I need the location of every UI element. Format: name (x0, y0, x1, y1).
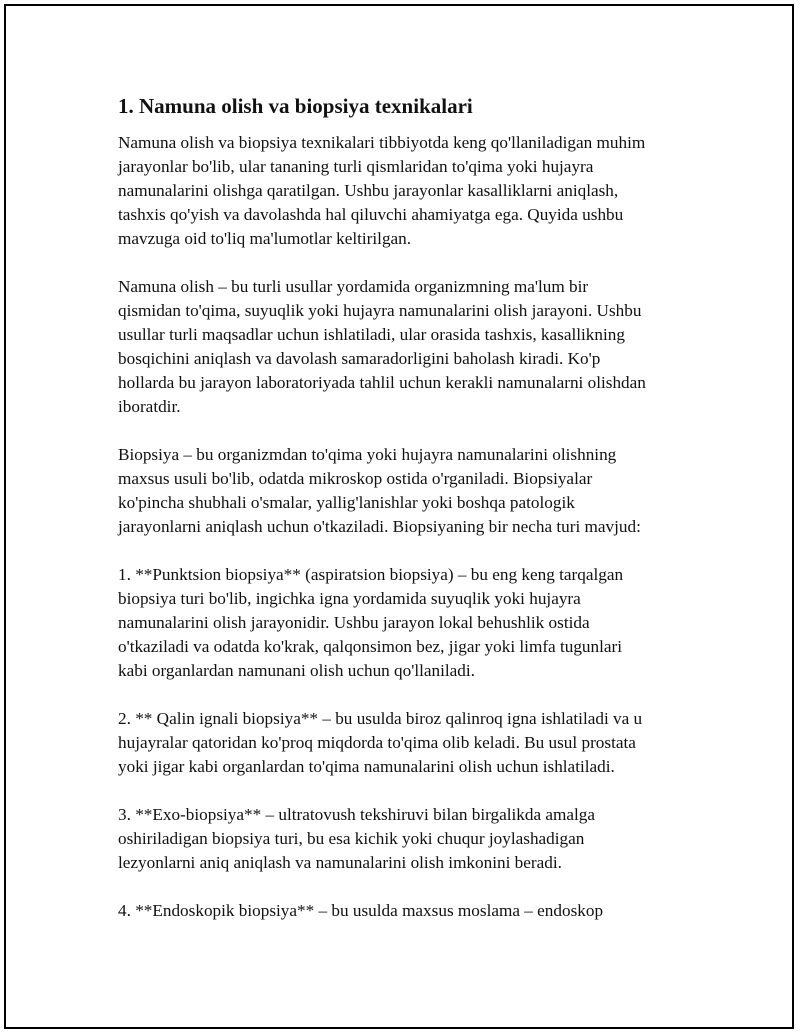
list-item-core-needle-biopsy: 2. ** Qalin ignali biopsiya** – bu usulda biroz qalinroq igna ishlatiladi va u hujayralar qatoridan ko'proq miqdorda to'qima olib keladi. Bu usul prostata yoki jigar kabi organlardan to'qima namunalarini olish uchun ishlatiladi. (118, 709, 643, 776)
list-item-puncture-biopsy: 1. **Punktsion biopsiya** (aspiratsion biopsiya) – bu eng keng tarqalgan biopsiya turi bo'lib, ingichka igna yordamida suyuqlik yoki hujayra namunalarini olish jarayonidir. Ushbu jarayon lokal behushlik ostida o'tkaziladi va odatda ko'krak, qalqonsimon bez, jigar yoki limfa tugunlari kabi organlardan namunani olish uchun qo'llaniladi. (118, 565, 624, 680)
paragraph-intro: Namuna olish va biopsiya texnikalari tibbiyotda keng qo'llaniladigan muhim jarayonlar bo'lib, ular tananing turli qismlaridan to'qima yoki hujayra namunalarini olishga qaratilgan. Ushbu jarayonlar kasalliklarni aniqlash, tashxis qo'yish va davolashda hal qiluvchi ahamiyatga ega. Quyida ushbu mavzuga oid to'liq ma'lumotlar keltirilgan. (118, 133, 646, 248)
paragraph-sampling-definition: Namuna olish – bu turli usullar yordamida organizmning ma'lum bir qismidan to'qima, suyuqlik yoki hujayra namunalarini olish jarayoni. Ushbu usullar turli maqsadlar uchun ishlatiladi, ular orasida tashxis, kasallikning bosqichini aniqlash va davolash samaradorligini baholash kiradi. Ko'p hollarda bu jarayon laboratoriyada tahlil uchun kerakli namunalarni olishdan iboratdir. (118, 277, 646, 416)
list-item-endoscopic-biopsy: 4. **Endoskopik biopsiya** – bu usulda maxsus moslama – endoskop (118, 901, 604, 920)
section-heading: 1. Namuna olish va biopsiya texnikalari (118, 94, 473, 118)
document-body (118, 92, 698, 947)
paragraph-biopsy-definition: Biopsiya – bu organizmdan to'qima yoki hujayra namunalarini olishning maxsus usuli bo'lib, odatda mikroskop ostida o'rganiladi. Biopsiyalar ko'pincha shubhali o'smalar, yallig'lanishlar yoki boshqa patologik jarayonlarni aniqlash uchun o'tkaziladi. Biopsiyaning bir necha turi mavjud: (118, 445, 641, 536)
list-item-echo-biopsy: 3. **Exo-biopsiya** – ultratovush tekshiruvi bilan birgalikda amalga oshiriladigan biopsiya turi, bu esa kichik yoki chuqur joylashadigan lezyonlarni aniq aniqlash va namunalarini olish imkonini beradi. (118, 805, 596, 872)
